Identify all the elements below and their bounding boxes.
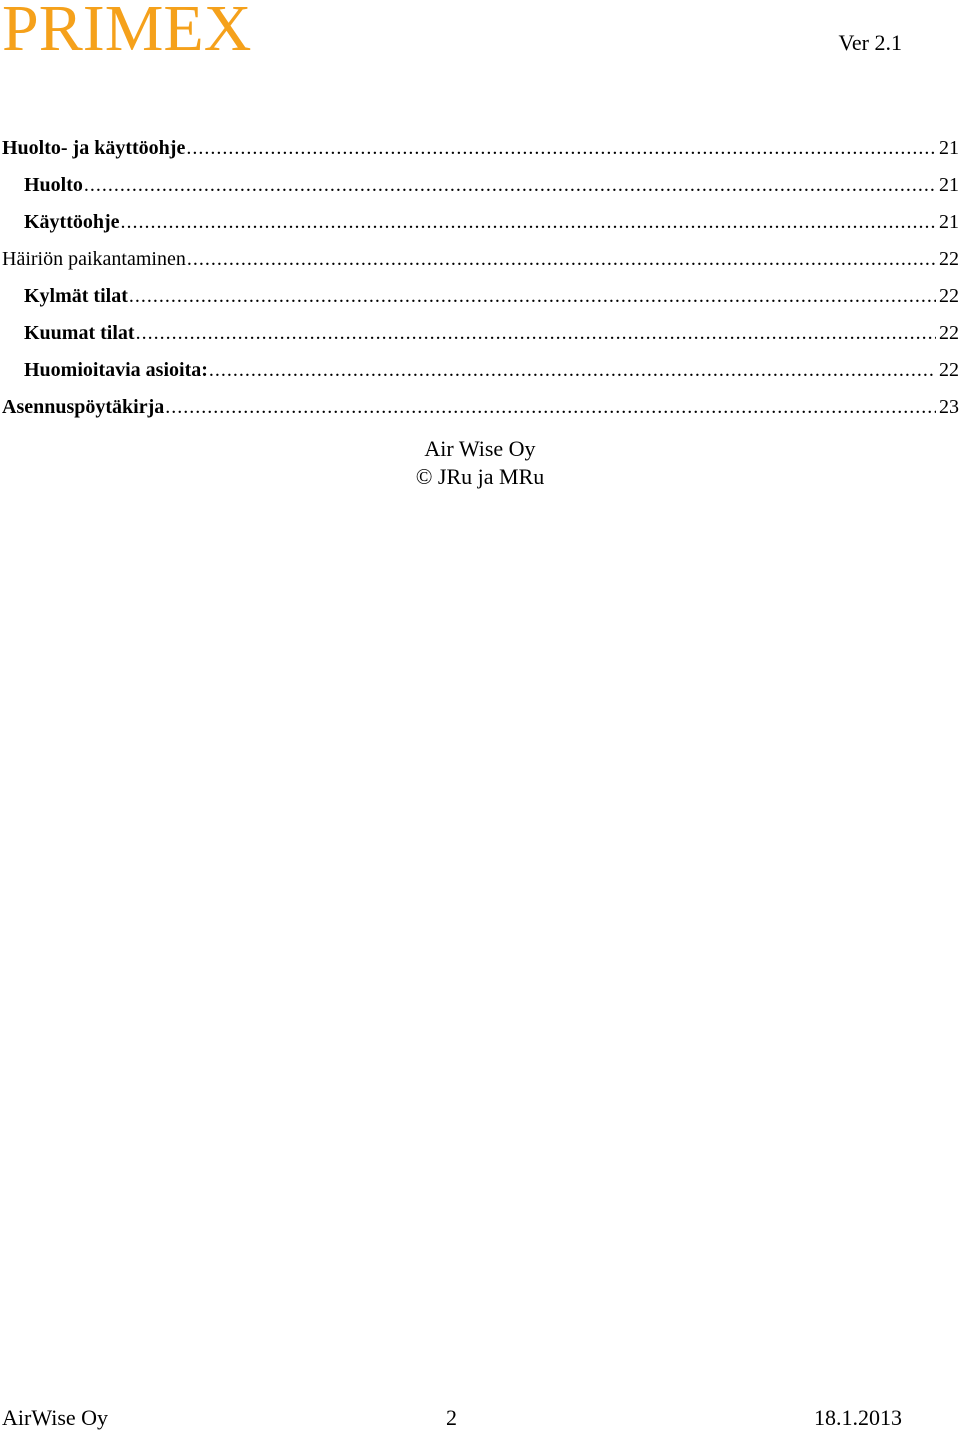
toc-entry-kuumat-tilat[interactable] bbox=[0, 308, 960, 345]
toc-dot-leader bbox=[165, 395, 936, 419]
footer-company: AirWise Oy bbox=[2, 1405, 109, 1430]
toc-entry-page: 22 bbox=[939, 322, 959, 344]
toc-entry-page: 23 bbox=[939, 396, 959, 418]
toc-entry-page: 21 bbox=[939, 211, 959, 233]
primex-logo: PRIMEX bbox=[2, 0, 252, 65]
toc-entry-title: Asennuspöytäkirja bbox=[2, 396, 165, 418]
toc-entry-page: 21 bbox=[939, 174, 959, 196]
footer-page-number: 2 bbox=[446, 1405, 457, 1430]
toc-entry-asennuspoytakirja[interactable] bbox=[0, 382, 960, 419]
toc-entry-huolto[interactable] bbox=[0, 160, 960, 197]
toc-dot-leader bbox=[187, 247, 936, 271]
toc-dot-leader bbox=[209, 358, 936, 382]
footer-date: 18.1.2013 bbox=[814, 1405, 902, 1430]
toc-entry-page: 22 bbox=[939, 248, 959, 270]
toc-dot-leader bbox=[121, 210, 936, 234]
toc-dot-leader bbox=[186, 136, 936, 160]
toc-entry-page: 21 bbox=[939, 137, 959, 159]
toc-entry-huomioitavia-asioita[interactable] bbox=[0, 345, 960, 382]
copyright-notice: © JRu ja MRu bbox=[415, 464, 545, 489]
toc-entry-hairion-paikantaminen[interactable] bbox=[0, 234, 960, 271]
toc-entry-title: Huolto- ja käyttöohje bbox=[2, 137, 186, 159]
toc-dot-leader bbox=[129, 284, 936, 308]
version-label: Ver 2.1 bbox=[838, 30, 902, 55]
toc-entry-huolto-ja-kayttoohje[interactable] bbox=[0, 123, 960, 160]
company-name: Air Wise Oy bbox=[424, 436, 536, 461]
toc-entry-title: Huolto bbox=[24, 174, 83, 196]
toc-entry-kayttoohje[interactable] bbox=[0, 197, 960, 234]
table-of-contents bbox=[0, 123, 960, 419]
page-footer bbox=[0, 1405, 960, 1431]
toc-entry-title: Kuumat tilat bbox=[24, 322, 135, 344]
toc-dot-leader bbox=[136, 321, 936, 345]
toc-entry-page: 22 bbox=[939, 359, 959, 381]
toc-entry-title: Huomioitavia asioita: bbox=[24, 359, 208, 381]
toc-entry-title: Häiriön paikantaminen bbox=[2, 248, 186, 270]
toc-entry-kylmat-tilat[interactable] bbox=[0, 271, 960, 308]
toc-dot-leader bbox=[84, 173, 936, 197]
toc-entry-title: Kylmät tilat bbox=[24, 285, 128, 307]
toc-entry-page: 22 bbox=[939, 285, 959, 307]
toc-entry-title: Käyttöohje bbox=[24, 211, 120, 233]
